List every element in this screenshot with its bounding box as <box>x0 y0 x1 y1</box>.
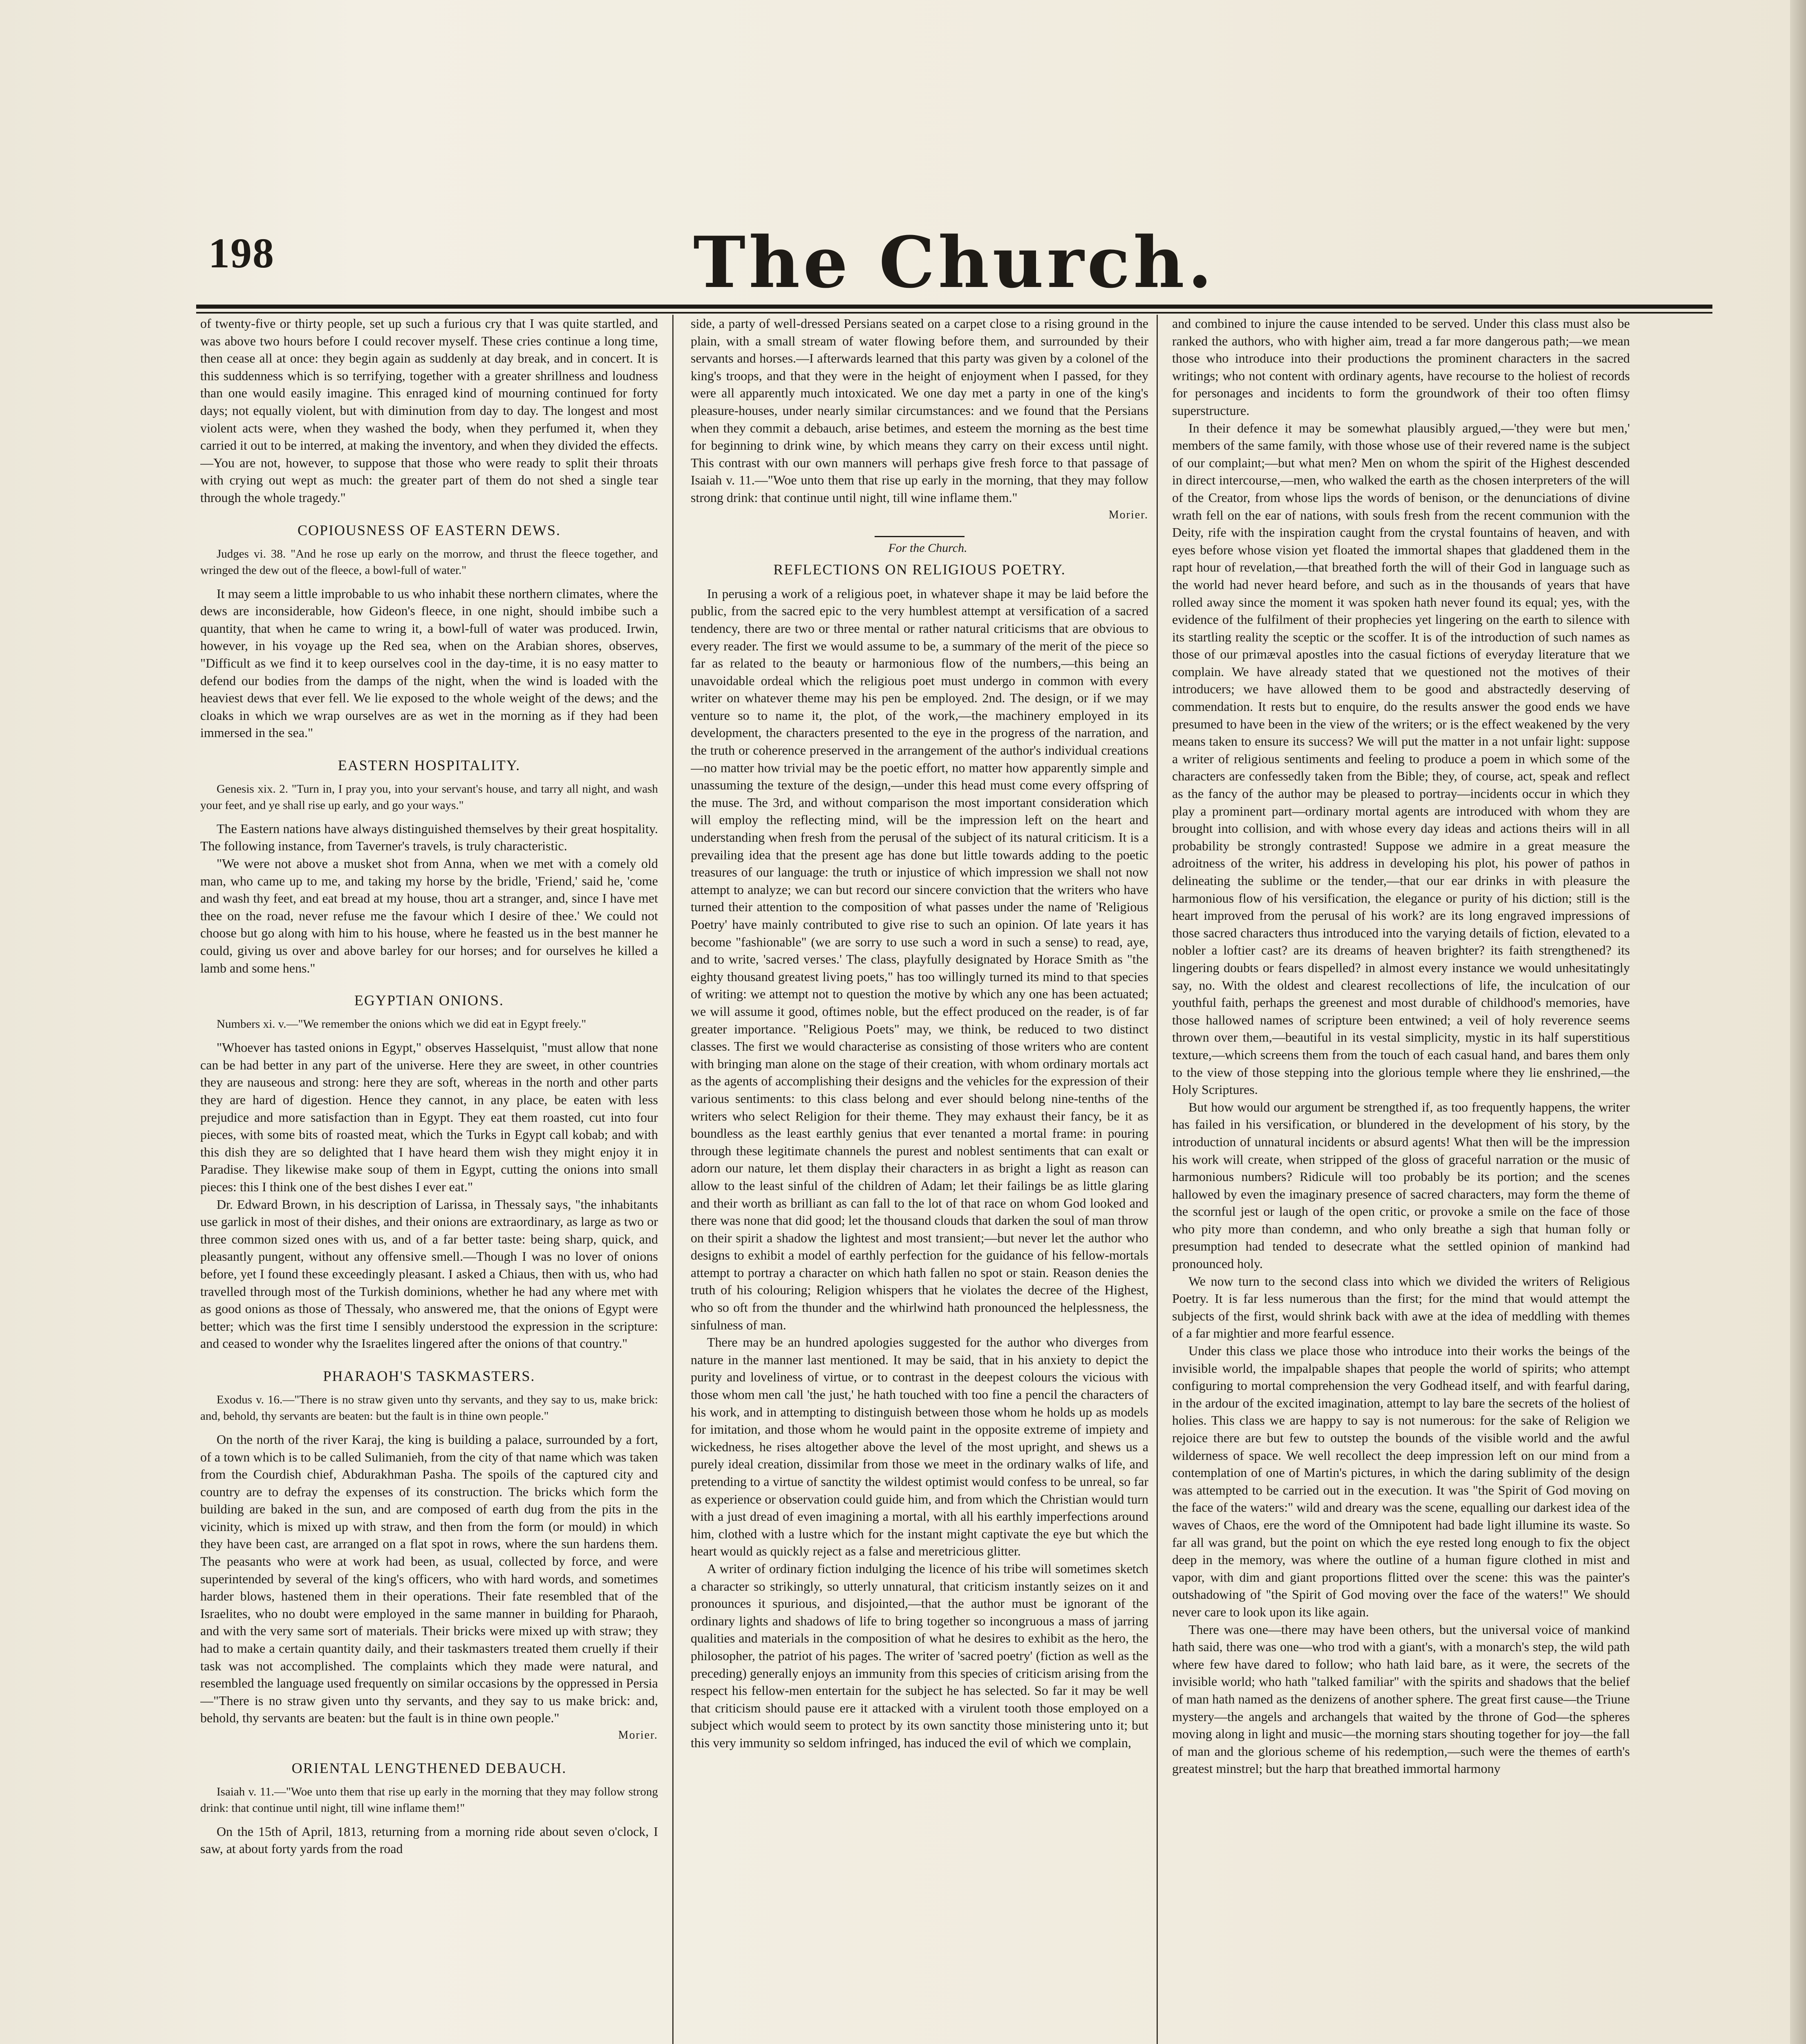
article-paragraph: Dr. Edward Brown, in his description of Larissa, in Thessaly says, "the inhabitants use garlick in most of their dishes, and their onions are extraordinary, as large as two or three common sized ones with us, and of a far better taste: being sharp, quick, and pleasantly pungent, without any offensive smell.—Though I was no lover of onions before, yet I found these exceedingly pleasant. I asked a Chiaus, then with us, who had travelled through most of the Turkish dominions, whether he had any where met with as good onions as those of Thessaly, who answered me, that the onions of Egypt were better; which was the first time I sensibly understood the expression in the scripture: and ceased to wonder why the Israelites lingered after the onions of that country." <box>200 1197 658 1351</box>
article-paragraph: We now turn to the second class into which we divided the writers of Religious Poetry. It is far less numerous than the first; for the mind that would attempt the subjects of the first, would shrink back with awe at the idea of meddling with themes of a far mightier and more fearful essence. <box>1172 1273 1630 1341</box>
author-signature: Morier. <box>618 1729 658 1741</box>
scripture-epigraph: Numbers xi. v.—"We remember the onions which we did eat in Egypt freely." <box>217 1018 586 1031</box>
column-divider <box>672 315 674 2044</box>
article-heading-dews: COPIOUSNESS OF EASTERN DEWS. <box>297 522 561 538</box>
article-paragraph: On the north of the river Karaj, the king is building a palace, surrounded by a fort, of a town which is to be called Sulimanieh, from the city of that name which was taken from the Courdish chief, Abdurakhman Pasha. The spoils of the captured city and country are to defray the expenses of its construction. The bricks which form the building are baked in the sun, and are composed of earth dug from the pits in the vicinity, which is mixed up with straw, and then from the form (or mould) in which they have been cast, are arranged on a flat spot in rows, where the sun hardens them. The peasants who were at work had been, as usual, collected by force, and were superintended by several of the king's officers, who with hard words, and sometimes harder blows, hastened them in their operations. Their fate resembled that of the Israelites, who no doubt were employed in the same manner in building for Pharaoh, and with the very same sort of materials. Their bricks were mixed up with straw; they had to make a certain quantity daily, and their taskmasters treated them cruelly if their task was not accomplished. The complaints which they made were natural, and resembled the language used frequently on similar occasions by the oppressed in Persia—"There is no straw given unto thy servants, and they say to us make brick: and, behold, thy servants are beaten: but the fault is in thine own people." <box>200 1432 658 1726</box>
article-paragraph: "We were not above a musket shot from Anna, when we met with a comely old man, who came up to me, and taking my horse by the bridle, 'Friend,' said he, 'come and wash thy feet, and eat bread at my house, thou art a stranger, and, since I have met thee on the road, never refuse me the favour which I desire of thee.' We could not choose but go along with him to his house, where he feasted us in the best manner he could, giving us over and above barley for our horses; and for ourselves he killed a lamb and some hens." <box>200 856 658 975</box>
author-signature: Morier. <box>1108 508 1148 521</box>
page-number: 198 <box>208 230 275 277</box>
article-paragraph: The Eastern nations have always distinguished themselves by their great hospitality. The following instance, from Taverner's travels, is truly characteristic. <box>200 821 658 854</box>
article-heading-religious-poetry: REFLECTIONS ON RELIGIOUS POETRY. <box>773 561 1066 578</box>
article-paragraph: It may seem a little improbable to us who inhabit these northern climates, where the dews are inconsiderable, how Gideon's fleece, in one night, should imbibe such a quantity, that when he came to wring it, a bowl-full of water was produced. Irwin, however, in his voyage up the Red sea, when on the Arabian shores, observes, "Difficult as we find it to keep ourselves cool in the day-time, it is no easy matter to defend our bodies from the damps of the night, when the wind is loaded with the heaviest dews that ever fell. We lie exposed to the whole weight of the dews; and the cloaks in which we wrap ourselves are as wet in the morning as if they had been immersed in the sea." <box>200 586 658 740</box>
scripture-epigraph: Genesis xix. 2. "Turn in, I pray you, into your servant's house, and tarry all night, and wash your feet, and ye shall rise up early, and go your ways." <box>200 782 658 812</box>
article-continuation: and combined to injure the cause intended to be served. Under this class must also be ranked the authors, who with higher aim, tread a far more dangerous path;—we mean those who introduce into their productions the prominent characters in the sacred writings; who not content with ordinary agents, have recourse to the holiest of records for personages and incidents to form the groundwork of their too often flimsy superstructure. <box>1172 316 1630 418</box>
masthead-title: The Church. <box>693 221 1215 304</box>
article-paragraph: "Whoever has tasted onions in Egypt," observes Hasselquist, "must allow that none can be had better in any part of the universe. Here they are sweet, in other countries they are nauseous and strong: here they are soft, whereas in the north and other parts they are hard of digestion. Hence they cannot, in any place, be eaten with less prejudice and more satisfaction than in Egypt. They eat them roasted, cut into four pieces, with some bits of roasted meat, which the Turks in Egypt call kobab; and with this dish they are so delighted that I have heard them wish they might enjoy it in Paradise. They likewise make soup of them in Egypt, cutting the onions into small pieces: this I think one of the best dishes I ever eat." <box>200 1040 658 1194</box>
scripture-epigraph: Exodus v. 16.—"There is no straw given unto thy servants, and they say to us, make brick: and, behold, thy servants are beaten: but the fault is in thine own people." <box>200 1393 658 1423</box>
scripture-epigraph: Isaiah v. 11.—"Woe unto them that rise up early in the morning that they may follow strong drink: that continue until night, till wine inflame them!" <box>200 1785 658 1815</box>
header-rule-thin <box>196 312 1712 314</box>
article-paragraph: In their defence it may be somewhat plausibly argued,—'they were but men,' members of the same family, with those whose use of their revered name is the subject of our complaint;—but what men? Men on whom the spirit of the Highest descended in direct intercourse,—men, who walked the earth as the chosen interpreters of the will of the Creator, from whose lips the words of benison, or the denunciations of divine wrath fell on the ear of nations, with souls fresh from the recent communion with the Deity, rife with the inspiration caught from the crystal fountains of heaven, and with eyes before whose vision yet floated the immortal shapes that gladdened them in the rapt hour of revelation,—that breathed forth the will of their God in language such as the world had never heard before, and such as in the thousands of years that have rolled away since the moment it was spoken hath never found its equal; yes, with the evidence of the fulfilment of their prophecies yet lingering on the earth to silence with its startling reality the sceptic or the scoffer. It is of the introduction of such names as those of our primæval apostles into the casual fictions of everyday literature that we complain. We have already stated that we questioned not the motives of their introducers; we have allowed them to be good and abstractedly deserving of commendation. It rests but to enquire, do the results answer the good ends we have presumed to have been in the view of the writers; or is the effect weakened by the very means taken to ensure its success? We will put the matter in a not unfair light: suppose a writer of religious sentiments and feeling to produce a poem in which some of the characters are confessedly taken from the Bible; they, of course, act, speak and reflect as the fancy of the author may be pleased to portray—incidents occur in which they play a prominent part—ordinary mortal agents are introduced with whom they are brought into collision, and with whose every day ideas and actions theirs will in all probability be strongly contrasted! Suppose we admire in a great measure the adroitness of the writer, his address in developing his plot, his power of pathos in delineating the sublime or the tender,—that our ear drinks in with pleasure the harmonious flow of his versification, the elegance or purity of his diction; still is the heart improved from the perusal of his work? are its long engraved impressions of those sacred characters thus introduced into the varying details of fiction, elevated to a nobler a loftier cast? are its dreams of heaven brighter? its faith strengthened? its lingering doubts or fears dispelled? in almost every instance we would unhesitatingly say, no. With the oldest and clearest recollections of life, the inculcation of our youthful faith, perhaps the greenest and most durable of childhood's memories, have those hallowed names of scripture been entwined; a veil of holy reverence seems thrown over them,—beautiful in its vestal simplicity, mystic in its half superstitious texture,—which screens them from the touch of each casual hand, and bares them only to the view of those stepping into the glorious temple where they lie enshrined,—the Holy Scriptures. <box>1172 420 1630 1097</box>
article-paragraph: A writer of ordinary fiction indulging the licence of his tribe will sometimes sketch a character so strikingly, so utterly unnatural, that criticism instantly seizes on it and pronounces it spurious, and disjointed,—that the author must be ignorant of the ordinary lights and shadows of life to bring together so incongruous a mass of jarring qualities and materials in the composition of what he desires to exhibit as the hero, the philosopher, the patriot of his pages. The writer of 'sacred poetry' (fiction as well as the preceding) generally enjoys an immunity from this species of criticism arising from the respect his fellow-men entertain for the subject he has selected. So far it may be well that criticism should pause ere it attacked with a virulent tooth those employed on a subject which would seem to protect by its own sanctity those ministering unto it; but this very immunity so seldom infringed, has induced the evil of which we complain, <box>691 1561 1148 1750</box>
article-paragraph: There may be an hundred apologies suggested for the author who diverges from nature in the manner last mentioned. It may be said, that in his anxiety to depict the purity and loveliness of virtue, or to contrast in the deepest colours the vicious with those whom men call 'the just,' he hath touched with too fine a pencil the characters of his work, and in attempting to distinguish between those whom he holds up as models for imitation, and those whom he would paint in the opposite extreme of impiety and wickedness, he rises altogether above the level of the most upright, and shews us a purely ideal creation, dissimilar from those we meet in the ordinary walks of life, and pretending to a virtue of sanctity the wildest optimist would confess to be unreal, so far as experience or observation could guide him, and from which the Christian would turn with a just dread of even imagining a mortal, with all his earthly imperfections around him, clothed with a lustre which for the instant might captivate the eye but which the heart would as quickly reject as a false and meretricious glitter. <box>691 1335 1148 1559</box>
article-paragraph: There was one—there may have been others, but the universal voice of mankind hath said, there was one—who trod with a giant's, with a monarch's step, the wild path where few have dared to follow; who hath laid bare, as it were, the secrets of the invisible world; who hath "talked familiar" with the spirits and shadows that the belief of man hath named as the denizens of another sphere. The great first cause—the Triune mystery—the angels and archangels that waited by the throne of God—the spheres moving along in light and music—the morning stars shouting together for joy—the fall of man and the glorious scheme of his redemption,—such were the themes of earth's greatest minstrel; but the harp that breathed immortal harmony <box>1172 1622 1630 1776</box>
page-header <box>196 221 1712 315</box>
article-continuation: side, a party of well-dressed Persians seated on a carpet close to a rising ground in the plain, with a small stream of water flowing before them, and surrounded by their servants and horses.—I afterwards learned that this party was given by a colonel of the king's troops, and that they were in the height of enjoyment when I passed, for they were all apparently much intoxicated. We one day met a party in one of the king's pleasure-houses, under nearly similar circumstances: and we found that the Persians when they commit a debauch, arise betimes, and esteem the morning as the best time for beginning to drink wine, by which means they carry on their excess until night. This contrast with our own manners will perhaps give fresh force to that passage of Isaiah v. 11.—"Woe unto them that rise up early in the morning, that they may follow strong drink: that continue until night, till wine inflame them." <box>691 316 1148 505</box>
article-heading-onions: EGYPTIAN ONIONS. <box>354 992 504 1009</box>
article-paragraph: In perusing a work of a religious poet, in whatever shape it may be laid before the public, from the sacred epic to the very humblest attempt at versification of a sacred tendency, there are two or three mental or rather natural criticisms that are obvious to every reader. The first we would assume to be, a summary of the merit of the piece so far as related to the beauty or harmonious flow of the numbers,—this being an unavoidable ordeal which the religious poet must undergo in common with every writer on whatever theme may his pen be employed. 2nd. The design, or if we may venture so to name it, the plot, of the work,—the machinery employed in its development, the characters presented to the eye in the progress of the narration, and the truth or coherence preserved in the arrangement of the author's individual creations—no matter how trivial may be the poetic effort, no matter how apparently simple and unassuming the texture of the design,—under this head must come every offspring of the muse. The 3rd, and without comparison the most important consideration which will employ the reflecting mind, will be the impression left on the heart and understanding when fresh from the perusal of the subject of its natural criticism. It is a prevailing idea that the present age has done but little towards adding to the poetic treasures of our language: the truth or injustice of which impression we shall not now attempt to analyze; we can but record our sincere conviction that the writers who have turned their attention to the composition of what passes under the name of 'Religious Poetry' have mainly contributed to give rise to such an opinion. Of late years it has become "fashionable" (we are sorry to use such a word in such a sense) to read, aye, and to write, 'sacred verses.' The class, playfully designated by Horace Smith as "the eighty thousand greatest living poets," has too willingly turned its mind to that species of writing: we attempt not to question the motive by which any one has been actuated; we will assume it good, oftimes noble, but the effect produced on the reader, is of far greater importance. "Religious Poets" may, we think, be reduced to two distinct classes. The first we would characterise as consisting of those writers who are content with bringing man alone on the stage of their creation, with whom ordinary mortals act as the agents of accomplishing their designs and the vehicles for the expression of their various sentiments: to this class belong and ever should belong nine-tenths of the writers who select Religion for their theme. They may exhaust their fancy, be it as boundless as the least earthly genius that ever tenanted a mortal frame: in pouring through these legitimate channels the purest and noblest sentiments that can exalt or adorn our nature, let them display their characters in as bright a light as reason can allow to the least sinful of the children of Adam; let their failings be as little glaring and their worth as brilliant as can fall to the lot of that race on whom God looked and there was none that did good; let the thousand clouds that darken the soul of man throw on their spirit a shadow the lightest and most transient;—but never let the author who designs to exhibit a model of earthly perfection for the guidance of his fellow-mortals attempt to portray a character on which hath fallen no spot or stain. Reason denies the truth of his colouring; Religion whispers that he violates the decree of the Highest, who so oft from the thunder and the whirlwind hath pronounced the helplessness, the sinfulness of man. <box>691 586 1148 1332</box>
section-rule <box>875 536 965 537</box>
column-divider <box>1157 315 1158 2044</box>
column-2 <box>691 315 1148 2044</box>
article-heading-hospitality: EASTERN HOSPITALITY. <box>338 757 521 773</box>
article-continuation: of twenty-five or thirty people, set up such a furious cry that I was quite startled, and was above two hours before I could recover myself. These cries continue a long time, then cease all at once: they begin again as suddenly at day break, and in concert. It is this suddenness which is so terrifying, together with a greater shrillness and loudness than one would easily imagine. This enraged kind of mourning continued for forty days; not equally violent, but with diminution from day to day. The longest and most violent acts were, when they washed the body, when they perfumed it, when they carried it out to be interred, at making the inventory, and when they divided the effects.—You are not, however, to suppose that those who were ready to split their throats with crying out wept as much: the greater part of them do not shed a single tear through the whole tragedy." <box>200 316 658 505</box>
page-edge <box>1790 0 1806 2044</box>
article-paragraph: On the 15th of April, 1813, returning from a morning ride about seven o'clock, I saw, at about forty yards from the road <box>200 1824 658 1856</box>
article-heading-taskmasters: PHARAOH'S TASKMASTERS. <box>323 1367 535 1384</box>
scripture-epigraph: Judges vi. 38. "And he rose up early on the morrow, and thrust the fleece together, and wringed the dew out of the fleece, a bowl-full of water." <box>200 547 658 577</box>
article-paragraph: Under this class we place those who introduce into their works the beings of the invisible world, the impalpable shapes that people the world of spirits; who attempt configuring to mortal comprehension the very Godhead itself, and with fearful daring, in the ardour of the excited imagination, attempt to lay bare the secrets of the holiest of holies. This class we are happy to say is not numerous: for the sake of Religion we rejoice there are but few to outstep the bounds of the visible world and the awful wilderness of space. We well recollect the deep impression left on our mind from a contemplation of one of Martin's pictures, in which the daring sublimity of the design was attempted to be carried out in the execution. It was "the Spirit of God moving on the face of the waters:" wild and dreary was the scene, equalling our darkest idea of the waves of Chaos, ere the word of the Omnipotent had bade light illumine its waste. So far all was grand, but the point on which the eye rested long enough to fix the object deep in the memory, was where the outline of a human figure clothed in mist and vapor, with dim and giant proportions flitted over the scene: this was the painter's outshadowing of "the Spirit of God moving over the face of the waters!" We should never care to look upon its like again. <box>1172 1343 1630 1619</box>
article-heading-debauch: ORIENTAL LENGTHENED DEBAUCH. <box>291 1759 567 1776</box>
column-1 <box>200 315 658 2044</box>
article-paragraph: But how would our argument be strengthed if, as too frequently happens, the writer has failed in his versification, or blundered in the development of his story, by the introduction of unnatural incidents or absurd agents! What then will be the impression his work will create, when stripped of the gloss of graceful narration or the music of harmonious numbers? Ridicule will too probably be its portion; and the scenes hallowed by even the imaginary presence of sacred characters, may form the theme of the scornful jest or laugh of the open critic, or provoke a smile on the face of those who pity more than condemn, and who only breathe a sigh that human folly or presumption had tended to desecrate what the settled opinion of mankind had pronounced holy. <box>1172 1099 1630 1271</box>
for-the-church-label: For the Church. <box>888 541 967 555</box>
header-rule-thick <box>196 305 1712 309</box>
column-3 <box>1172 315 1630 2044</box>
